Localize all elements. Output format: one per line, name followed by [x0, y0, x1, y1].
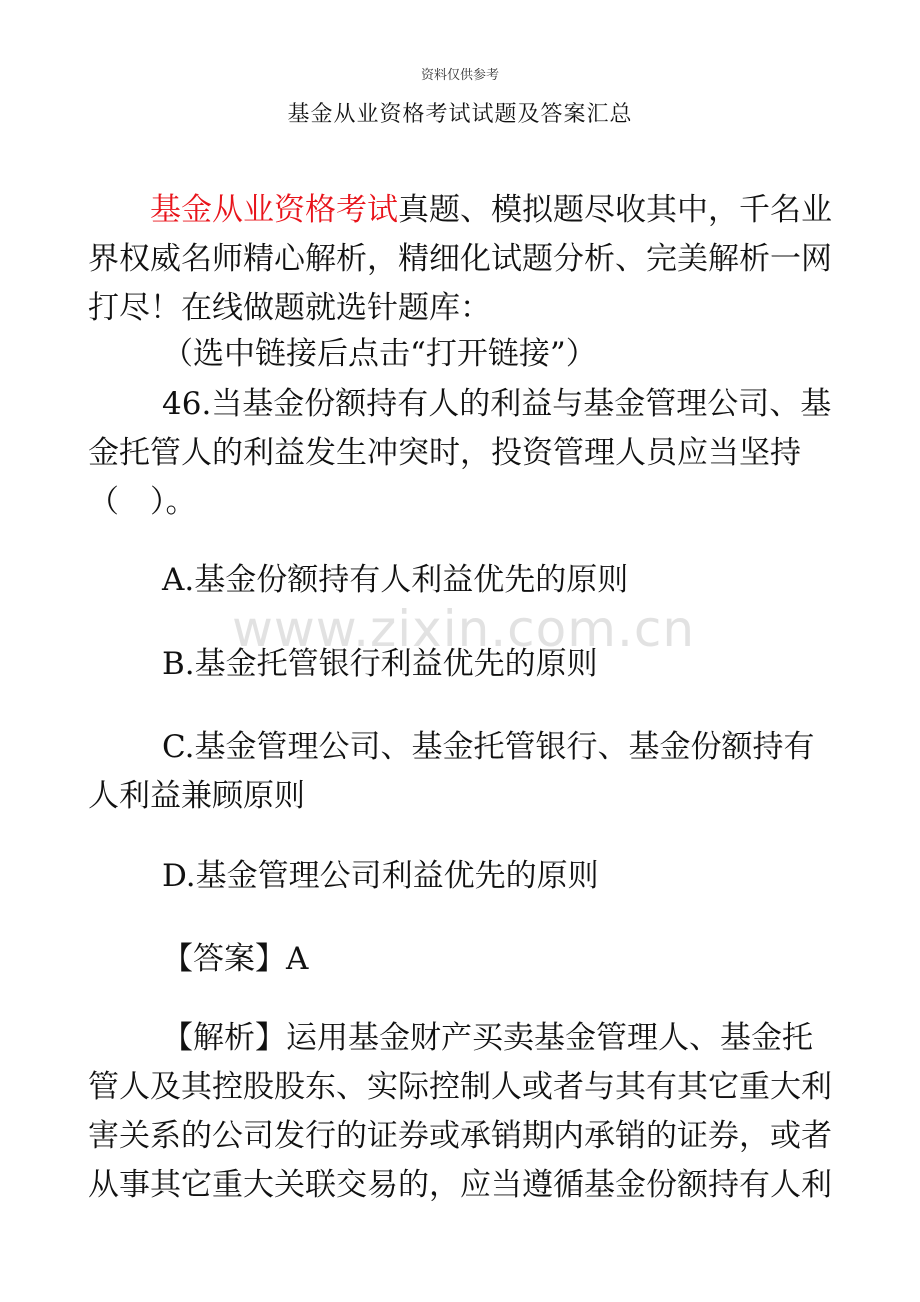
exam-link[interactable]: 基金从业资格考试	[150, 192, 398, 228]
link-hint: （选中链接后点击“打开链接”）	[162, 336, 597, 372]
intro-text: 真题、模拟题尽收其中，千名业界权威名师精心解析，精细化试题分析、完美解析一网打尽！在线做题就选针题库：	[88, 192, 832, 326]
header-note: 资料仅供参考	[420, 68, 499, 83]
answer-line	[88, 935, 838, 984]
option-d: D.基金管理公司利益优先的原则	[162, 858, 599, 894]
question-46: 46.当基金份额持有人的利益与基金管理公司、基金托管人的利益发生冲突时，投资管理人员应当坚持（ ）。	[88, 386, 832, 520]
option-b: B.基金托管银行利益优先的原则	[162, 646, 598, 682]
option-a: A.基金份额持有人利益优先的原则	[162, 562, 629, 598]
document-title: 基金从业资格考试试题及答案汇总	[287, 102, 633, 127]
answer-value: A	[286, 941, 309, 977]
watermark: www.zixin.com.cn	[232, 600, 696, 658]
option-c: C.基金管理公司、基金托管银行、基金份额持有人利益兼顾原则	[88, 729, 815, 814]
analysis-label: 【解析】	[162, 1020, 286, 1056]
answer-label: 【答案】	[162, 941, 286, 977]
analysis-text: 运用基金财产买卖基金管理人、基金托管人及其控股股东、实际控制人或者与其有其它重大利害关系的公司发行的证券或承销期内承销的证券，或者从事其它重大关联交易的，应当遵循基金份额持有人利	[88, 1020, 832, 1203]
analysis-paragraph	[88, 1014, 838, 1210]
intro-paragraph	[88, 186, 838, 333]
